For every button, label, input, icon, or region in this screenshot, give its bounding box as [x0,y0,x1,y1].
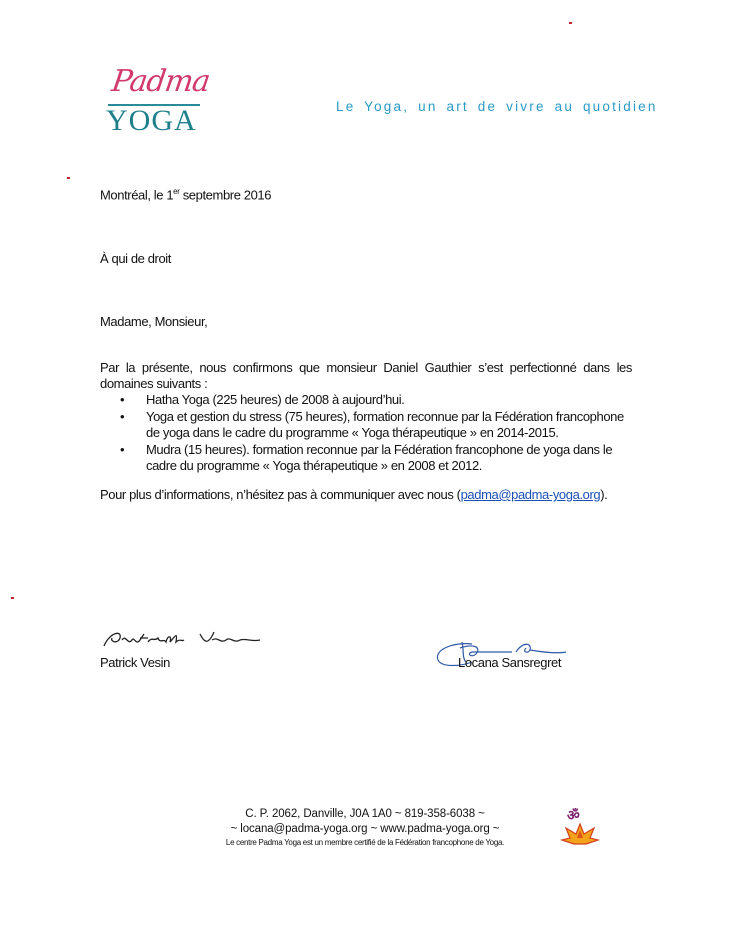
lotus-icon [560,820,600,846]
closing-text: Pour plus d’informations, n’hésitez pas à communiquer avec nous ( [100,487,461,502]
list-item: • Yoga et gestion du stress (75 heures), formation reconnue par la Fédération francophone de yoga dans le cadre du programme « Yoga thérapeutique » en 2014-2015. [146,409,632,441]
om-icon: ॐ [567,807,580,823]
signature-patrick-vesin [100,624,270,654]
signatory-name-2: Locana Sansregret [458,655,562,670]
footer-certification: Le centre Padma Yoga est un membre certifié de la Fédération francophone de Yoga. [225,838,505,847]
footer-address: C. P. 2062, Danville, J0A 1A0 ~ 819-358-6038 ~ [245,808,485,820]
training-list [100,392,632,475]
footer-contact: ~ locana@padma-yoga.org ~ www.padma-yoga.org ~ [230,823,500,835]
padma-yoga-logo [100,64,210,139]
logo-script-text: Padma [109,64,212,99]
greeting-line: Madame, Monsieur, [100,314,208,329]
date-prefix: Montréal, le 1 [100,187,174,203]
scan-speck [67,177,70,179]
closing-end: ). [600,487,608,502]
letter-date [100,187,271,202]
tagline: Le Yoga, un art de vivre au quotidien [336,99,658,114]
email-link[interactable]: padma@padma-yoga.org [460,487,601,502]
signatory-name-1: Patrick Vesin [100,655,170,670]
date-superscript: er [173,187,180,196]
intro-paragraph: Par la présente, nous confirmons que monsieur Daniel Gauthier s’est perfectionné dans les domaines suivants : [100,360,632,391]
logo-word-text: YOGA [106,104,197,137]
list-item: • Mudra (15 heures). formation reconnue par la Fédération francophone de yoga dans le cadre du programme « Yoga thérapeutique » en 2008 et 2012. [146,442,632,474]
closing-paragraph [100,487,607,502]
footer [180,807,550,848]
recipient-line: À qui de droit [100,251,172,266]
scan-speck [11,597,14,599]
scan-speck [569,22,572,24]
list-item: • Hatha Yoga (225 heures) de 2008 à aujourd’hui. [146,392,632,408]
date-suffix: septembre 2016 [179,187,272,203]
